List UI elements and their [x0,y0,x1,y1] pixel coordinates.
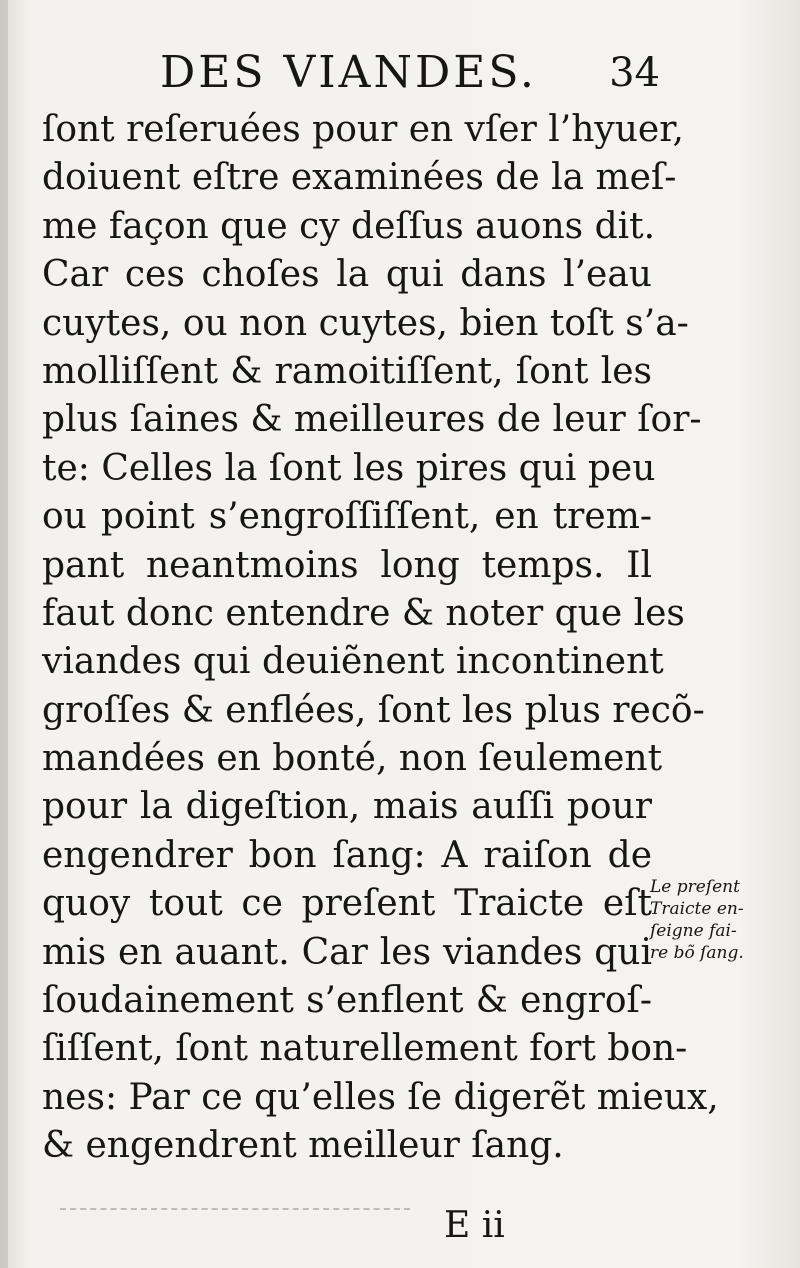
text-line: mis en auant. Car les viandes qui [42,931,652,973]
text-line: quoy tout ce preſent Traicte eſt [42,883,652,925]
text-line: pour la digeſtion, mais auſſi pour [42,786,652,828]
text-line: nes: Par ce qu’elles ſe digerẽt mieux, [42,1076,719,1118]
text-line: ou point s’engroſſiſſent, en trem- [42,496,652,538]
page-gutter-shadow [0,0,8,1268]
text-line: faut donc entendre & noter que les [42,592,685,634]
text-line: me façon que cy deſſus auons dit. [42,205,656,247]
marginal-note-line: ſeigne fai- [650,921,737,941]
text-line: Car ces choſes la qui dans l’eau [42,254,652,296]
text-line: molliſſent & ramoitiſſent, ſont les [42,350,652,392]
text-line: engendrer bon ſang: A raiſon de [42,834,652,876]
text-line: viandes qui deuiẽnent incontinent [42,641,664,683]
text-line: doiuent eſtre examinées de la meſ- [42,157,677,199]
text-line: plus ſaines & meilleures de leur ſor- [42,399,702,441]
text-line: ſoudainement s’enflent & engroſ- [42,980,652,1022]
marginal-note-line: re bõ ſang. [650,943,744,963]
text-line: te: Celles la ſont les pires qui peu [42,447,656,489]
text-line: cuytes, ou non cuytes, bien toſt s’a- [42,302,689,344]
text-line: groſſes & enflées, ſont les plus recõ- [42,689,705,731]
text-line: ſiſſent, ſont naturellement fort bon- [42,1028,688,1070]
running-head: DES VIANDES. [160,47,537,98]
marginal-note-line: Traicte en- [650,899,744,919]
bleed-through-rule [60,1208,410,1210]
marginal-note [650,876,790,964]
page-number: 34 [609,50,660,96]
text-line: ſont reſeruées pour en vſer l’hyuer, [42,109,684,150]
text-line: & engendrent meilleur ſang. [42,1125,564,1167]
signature-mark: E ii [444,1205,505,1246]
page-header [160,42,680,104]
text-line: pant neantmoins long temps. Il [42,544,652,586]
marginal-note-line: Le preſent [650,877,740,897]
text-line: mandées en bonté, non ſeulement [42,738,663,780]
